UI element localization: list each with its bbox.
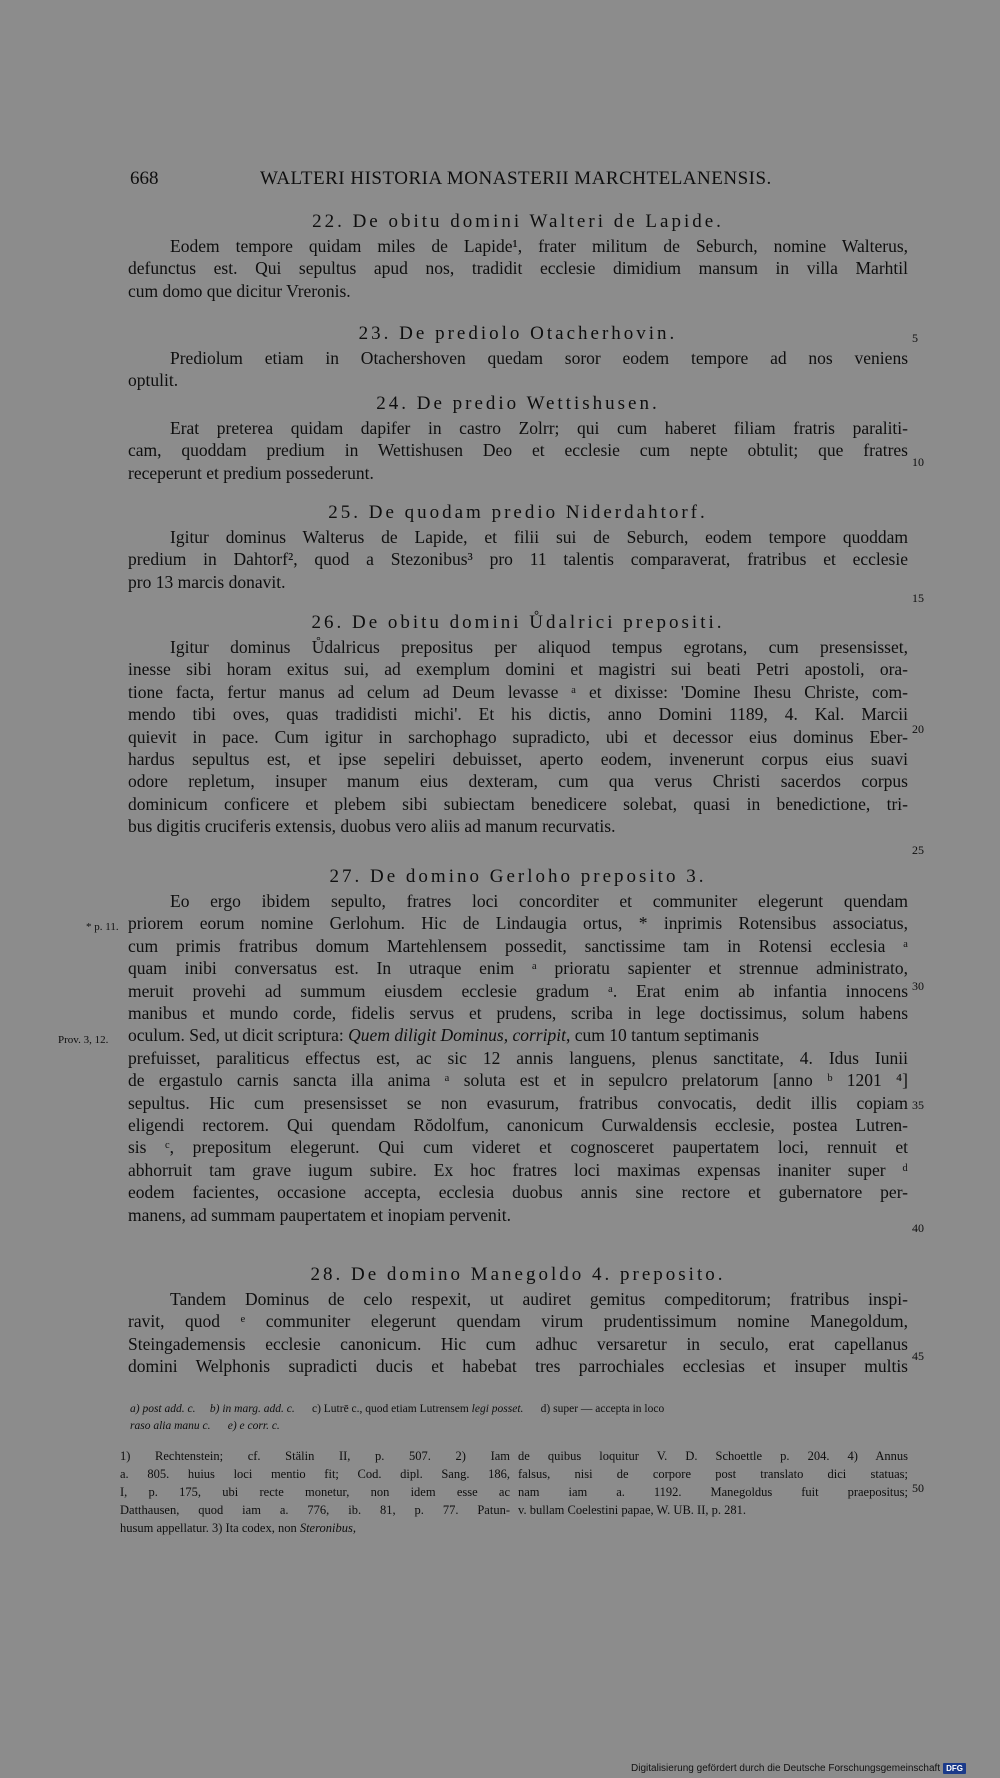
text-line: cum domo que dicitur Vreronis. — [128, 280, 351, 301]
section-heading: 26. De obitu domini Ůdalrici prepositi. — [311, 612, 725, 633]
text-line: Erat preterea quidam dapifer in castro Zolrr; qui cum haberet filiam fratris paraliti- — [170, 418, 908, 438]
footnote-line: v. bullam Coelestini papae, W. UB. II, p. 281. — [518, 1503, 746, 1517]
text-line: abhorruit tam grave iugum subire. Ex hoc fratres loci maximas expensas inaniter super ᵈ — [128, 1159, 908, 1180]
text-line: de ergastulo carnis sancta illa anima ᵃ soluta est et in sepulcro prelatorum [anno ᵇ 1201 ⁴] — [128, 1070, 908, 1091]
text-line: manens, ad summam paupertatem et inopiam pervenit. — [128, 1204, 511, 1225]
line-number: 20 — [912, 722, 924, 736]
footnotes-left-column — [120, 1447, 510, 1537]
text-line: prefuisset, paraliticus effectus est, ac sic 12 annis languens, plenus sanctitate, 4. Idus Iunii — [128, 1047, 908, 1068]
text-line: eodem facientes, occasione accepta, ecclesia duobus annis sine rectore et gubernatore per- — [128, 1182, 908, 1203]
section-23 — [128, 321, 908, 392]
text-line: predium in Dahtorf², quod a Stezonibus³ pro 11 talentis comparaverat, fratribus et ecclesie — [128, 549, 908, 570]
text-line: eligendi rectorem. Qui quendam Rŏdolfum, canonicum Curwaldensis ecclesie, postea Lutren- — [128, 1115, 908, 1136]
footnote-line: de quibus loquitur V. D. Schoettle p. 204. 4) Annus — [518, 1449, 908, 1463]
text-line: pro 13 marcis donavit. — [128, 571, 286, 592]
apparatus-note-a: a) post add. c. — [130, 1403, 196, 1415]
margin-note-page-ref: * p. 11. — [86, 921, 119, 933]
text-line: quam inibi conversatus est. In utraque enim ᵃ prioratu sapienter et strennue administrato, — [128, 958, 908, 979]
text-line: Eodem tempore quidam miles de Lapide¹, frater militum de Seburch, nomine Walterus, — [170, 236, 908, 256]
line-number: 35 — [912, 1098, 924, 1112]
text-line: tione facta, fertur manus ad celum ad Deum levasse ᵃ et dixisse: 'Domine Ihesu Christe, com- — [128, 681, 908, 702]
text-line: ravit, quod ᵉ communiter elegerunt quendam virum prudentissimum nomine Manegoldum, — [128, 1311, 908, 1332]
section-26 — [128, 610, 908, 838]
footnote-line: 1) Rechtenstein; cf. Stälin II, p. 507. 2) Iam — [120, 1449, 510, 1463]
text-line: Steingademensis ecclesie canonicum. Hic cum adhuc versaretur in seculo, erat capellanus — [128, 1333, 908, 1354]
text-line: Igitur dominus Ůdalricus prepositus per aliquod tempus egrotans, cum presensisset, — [170, 637, 908, 657]
page-number: 668 — [130, 168, 159, 189]
section-heading: 27. De domino Gerloho preposito 3. — [329, 866, 707, 887]
text-fragment: , cum 10 tantum septimanis — [565, 1025, 759, 1046]
text-line: dominicum conficere et plebem sibi subiectam benedicere solebat, quasi in benedictione, tri- — [128, 793, 908, 814]
text-line: defunctus est. Qui sepultus apud nos, tradidit ecclesie dimidium mansum in villa Marhtil — [128, 258, 908, 279]
digitization-text: Digitalisierung gefördert durch die Deutsche Forschungsgemeinschaft — [631, 1763, 941, 1774]
section-25 — [128, 500, 908, 593]
text-line: sis ᶜ, prepositum elegerunt. Qui cum videret et cognosceret paupertatem loci, rennuit et — [128, 1137, 908, 1158]
line-number: 15 — [912, 591, 924, 605]
footnote-line: I, p. 175, ubi recte monetur, non idem esse ac — [120, 1485, 510, 1499]
section-heading: 23. De prediolo Otacherhovin. — [358, 323, 678, 344]
section-22 — [128, 209, 908, 302]
footnote-line: Datthausen, quod iam a. 776, ib. 81, p. 77. Patun- — [120, 1503, 510, 1517]
critical-apparatus — [130, 1401, 910, 1435]
text-line: manibus et mundo corde, fidelis servus et prudens, scriba in lege doctissimus, solum habens — [128, 1003, 908, 1024]
digitization-credit — [631, 1763, 966, 1774]
paragraph — [128, 347, 908, 392]
text-line: optulit. — [128, 370, 179, 391]
section-heading: 22. De obitu domini Walteri de Lapide. — [312, 211, 724, 232]
apparatus-row — [130, 1418, 910, 1435]
apparatus-note-e: e) e corr. c. — [227, 1420, 280, 1432]
paragraph — [128, 417, 908, 484]
section-28 — [128, 1262, 908, 1378]
text-line: priorem eorum nomine Gerlohum. Hic de Lindaugia ortus, * inprimis Rotensibus associatus, — [128, 913, 908, 934]
margin-note-scripture-ref: Prov. 3, 12. — [58, 1034, 109, 1046]
footnote-line: falsus, nisi de corpore post translato dici statuas; — [518, 1467, 908, 1481]
footnotes-right-column — [518, 1447, 908, 1519]
text-line: Eo ergo ibidem sepulto, fratres loci concorditer et communiter elegerunt quendam — [170, 891, 908, 911]
dfg-logo: DFG — [943, 1763, 966, 1774]
scripture-quote: Quem diligit Dominus, corripit — [348, 1025, 566, 1046]
text-line: cam, quoddam predium in Wettishusen Deo et ecclesie cum nepte obtulit; que fratres — [128, 440, 908, 461]
text-line: mendo tibi oves, quas tradidisti michi'. Et his dictis, anno Domini 1189, 4. Kal. Marcii — [128, 704, 908, 725]
line-number: 10 — [912, 455, 924, 469]
paragraph — [128, 1288, 908, 1378]
section-heading: 25. De quodam predio Niderdahtorf. — [328, 502, 708, 523]
text-line: cum primis fratribus domum Martehlensem possedit, sanctissime tam in Rotensi ecclesia ᵃ — [128, 935, 908, 956]
line-number: 5 — [912, 331, 918, 345]
line-number: 25 — [912, 843, 924, 857]
line-number: 45 — [912, 1349, 924, 1363]
running-title: WALTERI HISTORIA MONASTERII MARCHTELANENSIS. — [260, 168, 772, 189]
paragraph — [128, 526, 908, 593]
text-line: inesse sibi horam exitus sui, ad exemplum domini et magistri sui beati Petri apostoli, ora- — [128, 659, 908, 680]
apparatus-note-b: b) in marg. add. c. — [209, 1403, 295, 1415]
footnote-line: a. 805. huius loci mentio fit; Cod. dipl. Sang. 186, — [120, 1467, 510, 1481]
text-line: odore repletum, insuper manum eius dexteram, cum qua verus Christi sacerdos corpus — [128, 771, 908, 792]
footnote-italic: Steronibus, — [299, 1521, 356, 1535]
line-number: 50 — [912, 1481, 924, 1495]
footnote-line: husum appellatur. 3) Ita codex, non Steronibus, — [120, 1521, 356, 1535]
text-line: domini Welphonis supradicti ducis et habebat tres parrochiales ecclesias et insuper multis — [128, 1356, 908, 1377]
text-line: hardus sepultus est, et ipse sepeliri debuisset, aperto eodem, invenerunt corpus eius suavi — [128, 749, 908, 770]
paragraph — [128, 890, 908, 1226]
page-header — [130, 168, 910, 194]
line-number: 40 — [912, 1221, 924, 1235]
footnote-line: nam iam a. 1192. Manegoldus fuit praepositus; — [518, 1485, 908, 1499]
section-24 — [128, 391, 908, 484]
paragraph — [128, 636, 908, 838]
text-line: Tandem Dominus de celo respexit, ut audiret gemitus compeditorum; fratribus inspi- — [170, 1289, 908, 1309]
text-line: Prediolum etiam in Otachershoven quedam soror eodem tempore ad nos veniens — [170, 348, 908, 368]
text-line — [128, 1024, 908, 1046]
apparatus-row — [130, 1401, 910, 1418]
apparatus-note-d-cont: raso alia manu c. — [130, 1420, 211, 1432]
text-line: bus digitis cruciferis extensis, duobus vero aliis ad manum recurvatis. — [128, 816, 616, 837]
text-line: Igitur dominus Walterus de Lapide, et filii sui de Seburch, eodem tempore quoddam — [170, 527, 908, 547]
text-line: meruit provehi ad summum eiusdem ecclesie gradum ᵃ. Erat enim ab infantia innocens — [128, 980, 908, 1001]
section-heading: 24. De predio Wettishusen. — [376, 393, 660, 414]
text-line: receperunt et predium possederunt. — [128, 462, 374, 483]
apparatus-note-d: d) super — accepta in loco — [540, 1403, 665, 1415]
text-line: quievit in pace. Cum igitur in sarchophago supradicto, ubi et decessor eius dominus Eber- — [128, 726, 908, 747]
line-number: 30 — [912, 979, 924, 993]
text-fragment: oculum. Sed, ut dicit scriptura: — [128, 1025, 349, 1046]
paragraph — [128, 235, 908, 302]
text-line: sepultus. Hic cum presensisset se non evasurum, fratribus convocatis, dedit illis copiam — [128, 1092, 908, 1113]
section-heading: 28. De domino Manegoldo 4. preposito. — [310, 1264, 726, 1285]
apparatus-note-c: c) Lutrē c., quod etiam Lutrensem legi posset. — [311, 1403, 524, 1415]
section-27 — [128, 864, 908, 1226]
